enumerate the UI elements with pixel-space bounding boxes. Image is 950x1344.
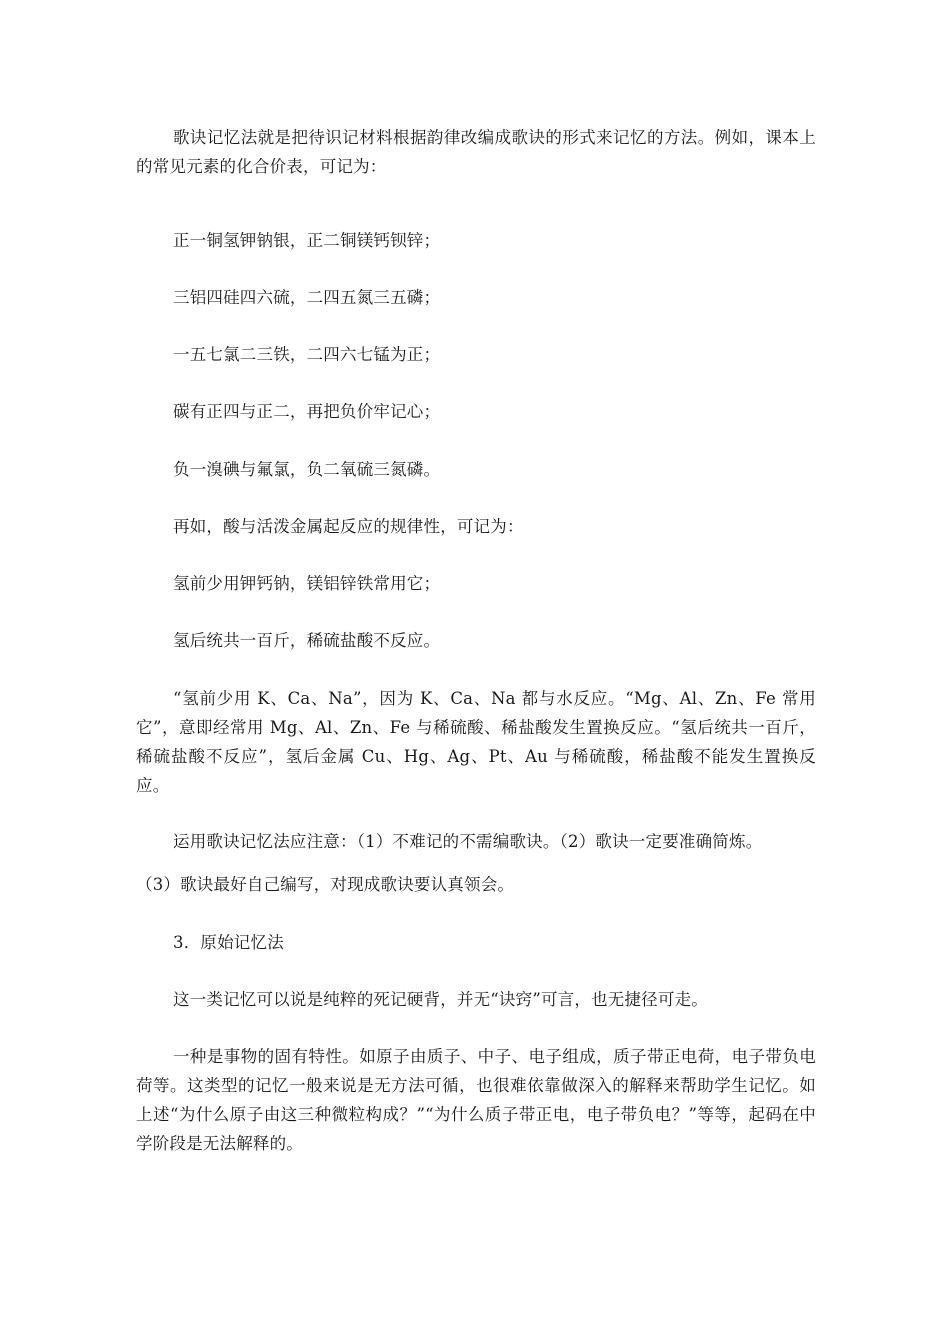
notes-line-2: （3）歌诀最好自己编写，对现成歌诀要认真领会。 <box>136 875 515 894</box>
valence-verse-1: 正一铜氢钾钠银，正二铜镁钙钡锌； <box>173 231 441 250</box>
section-heading: 3．原始记忆法 <box>173 933 284 952</box>
explanation-paragraph: “氢前少用 K、Ca、Na”，因为 K、Ca、Na 都与水反应。“Mg、Al、Zn、Fe 常用它”，意即经常用 Mg、Al、Zn、Fe 与稀硫酸、稀盐酸发生置换反应。“氢后统共一百斤，稀硫盐酸不反应”，氢后金属 Cu、Hg、Ag、Pt、Au 与稀硫酸，稀盐酸不能发生置换反应。 <box>136 689 816 795</box>
valence-verse-3: 一五七氯二三铁，二四六七锰为正； <box>173 345 441 364</box>
valence-verse-4: 碳有正四与正二，再把负价牢记心； <box>173 402 441 421</box>
acid-intro: 再如，酸与活泼金属起反应的规律性，可记为： <box>173 517 524 536</box>
acid-verse-2: 氢后统共一百斤，稀硫盐酸不反应。 <box>173 631 441 650</box>
section-intro: 这一类记忆可以说是纯粹的死记硬背，并无“诀窍”可言，也无捷径可走。 <box>173 990 708 1009</box>
valence-verse-2: 三铝四硅四六硫，二四五氮三五磷； <box>173 288 441 307</box>
acid-verse-1: 氢前少用钾钙钠，镁铝锌铁常用它； <box>173 574 441 593</box>
valence-verse-5: 负一溴碘与氟氯，负二氧硫三氮磷。 <box>173 460 441 479</box>
notes-line-1: 运用歌诀记忆法应注意：（1）不难记的不需编歌诀。（2）歌诀一定要准确简炼。 <box>173 832 763 851</box>
intro-paragraph: 歌诀记忆法就是把待识记材料根据韵律改编成歌诀的形式来记忆的方法。例如，课本上的常见元素的化合价表，可记为： <box>136 128 816 176</box>
final-paragraph: 一种是事物的固有特性。如原子由质子、中子、电子组成，质子带正电荷，电子带负电荷等。这类型的记忆一般来说是无方法可循，也很难依靠做深入的解释来帮助学生记忆。如上述“为什么原子由这三种微粒构成？”“为什么质子带正电，电子带负电？”等等，起码在中学阶段是无法解释的。 <box>136 1047 816 1153</box>
